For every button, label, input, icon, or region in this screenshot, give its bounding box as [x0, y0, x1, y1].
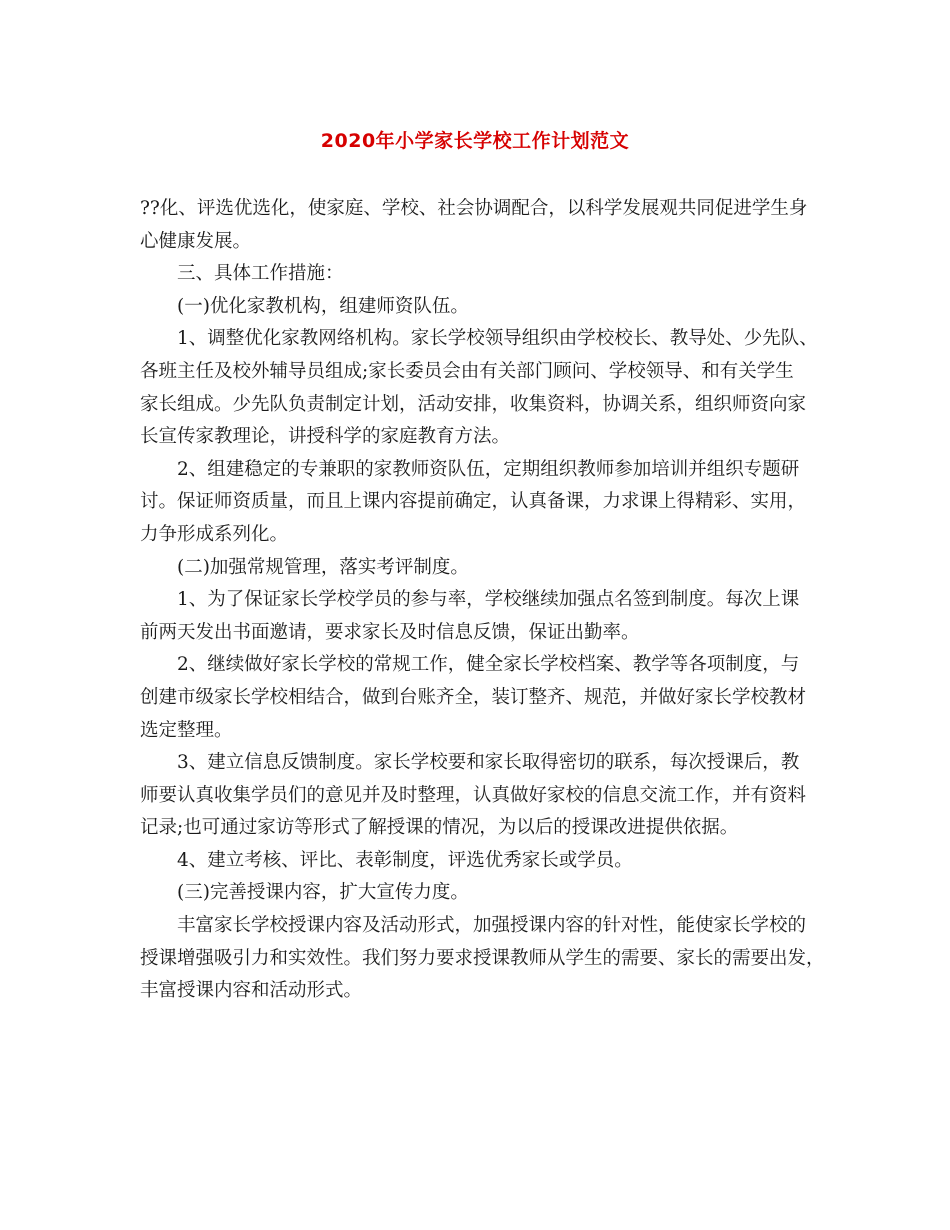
paragraph-line: 师要认真收集学员们的意见并及时整理，认真做好家校的信息交流工作，并有资料 [140, 784, 807, 806]
paragraph-line: 讨。保证师资质量，而且上课内容提前确定，认真备课，力求课上得精彩、实用， [140, 491, 807, 513]
paragraph-line: 3、建立信息反馈制度。家长学校要和家长取得密切的联系，每次授课后，教 [177, 752, 800, 774]
paragraph-line: 长宣传家教理论，讲授科学的家庭教育方法。 [140, 426, 511, 448]
paragraph-line: 创建市级家长学校相结合，做到台账齐全，装订整齐、规范，并做好家长学校教材 [140, 686, 807, 708]
paragraph-line: (三)完善授课内容，扩大宣传力度。 [177, 882, 469, 904]
paragraph-line: 心健康发展。 [140, 230, 252, 252]
paragraph-line: 1、调整优化家教网络机构。家长学校领导组织由学校校长、教导处、少先队、 [177, 328, 818, 350]
paragraph-line: 2、继续做好家长学校的常规工作，健全家长学校档案、教学等各项制度，与 [177, 654, 800, 676]
paragraph-line: 前两天发出书面邀请，要求家长及时信息反馈，保证出勤率。 [140, 621, 640, 643]
document-body [140, 193, 825, 1008]
paragraph-line: ??化、评选优选化，使家庭、学校、社会协调配合，以科学发展观共同促进学生身 [140, 198, 808, 219]
paragraph-line: (二)加强常规管理，落实考评制度。 [177, 556, 469, 578]
paragraph-line: 1、为了保证家长学校学员的参与率，学校继续加强点名签到制度。每次上课 [177, 589, 800, 611]
paragraph-line: 家长组成。少先队负责制定计划，活动安排，收集资料，协调关系，组织师资向家 [140, 393, 807, 415]
paragraph-line: 2、组建稳定的专兼职的家教师资队伍，定期组织教师参加培训并组织专题研 [177, 458, 800, 480]
paragraph-line: 丰富授课内容和活动形式。 [140, 980, 363, 1002]
document-title: 2020年小学家长学校工作计划范文 [320, 130, 630, 152]
paragraph-line: 授课增强吸引力和实效性。我们努力要求授课教师从学生的需要、家长的需要出发， [140, 947, 825, 969]
paragraph-line: 4、建立考核、评比、表彰制度，评选优秀家长或学员。 [177, 849, 633, 871]
paragraph-line: 力争形成系列化。 [140, 523, 289, 545]
paragraph-line: 三、具体工作措施： [177, 263, 344, 285]
paragraph-line: 丰富家长学校授课内容及活动形式，加强授课内容的针对性，能使家长学校的 [177, 915, 807, 937]
paragraph-line: 各班主任及校外辅导员组成;家长委员会由有关部门顾问、学校领导、和有关学生 [140, 360, 794, 382]
paragraph-line: 记录;也可通过家访等形式了解授课的情况，为以后的授课改进提供依据。 [140, 817, 739, 839]
paragraph-line: (一)优化家教机构，组建师资队伍。 [177, 295, 469, 317]
paragraph-line: 选定整理。 [140, 719, 233, 741]
